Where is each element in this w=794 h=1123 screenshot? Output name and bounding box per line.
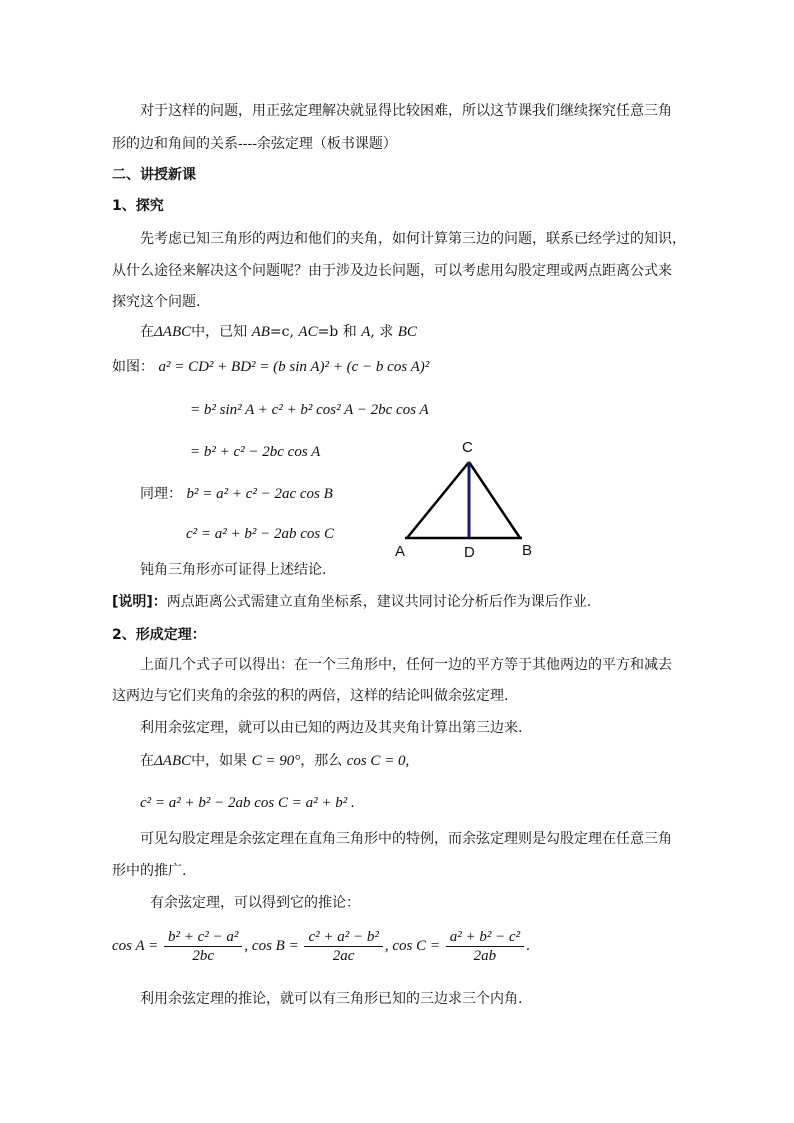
cos-c-denominator: 2ab [473,948,497,964]
cos-b-denominator: 2ac [332,948,355,964]
given-bc: BC [397,324,417,340]
given-ask: , 求 [370,324,394,340]
cos-a-denominator: 2bc [192,948,215,964]
derivation-eq-5: c² = a² + b² − 2ab cos C [186,526,335,542]
derivation-eq-2: = b² sin² A + c² + b² cos² A − 2bc cos A [190,402,429,418]
cos-b-lhs: , cos B = [244,937,299,954]
line4-mid: 中，如果 [191,753,248,769]
explanation-note [112,592,591,612]
derivation-eq-3: = b² + c² − 2bc cos A [190,444,321,460]
side-cb [469,462,520,538]
right-triangle-equation: c² = a² + b² − 2ab cos C = a² + b² . [140,795,355,811]
label-a: A [395,543,406,560]
line4-then: ，那么 [300,753,343,769]
derivation-eq-1: a² = CD² + BD² = (b sin A)² + (c − b cos A)² [158,359,430,375]
closing-line: 利用余弦定理的推论，就可以有三角形已知的三边求三个内角. [140,991,523,1007]
line4-triangle: ΔABC [154,753,192,769]
section-heading-new-lesson: 二、讲授新课 [112,167,196,183]
corollary-formulas [112,928,530,965]
derivation-label: 如图： [112,359,154,375]
subheading-theorem: 2、形成定理： [112,627,206,643]
special-case-line-1: 可见勾股定理是余弦定理在直角三角形中的特例，而余弦定理则是勾股定理在任意三角 [140,831,672,847]
explanation-text: 两点距离公式需建立直角坐标系，建议共同讨论分析后作为课后作业. [166,594,592,610]
given-eq-c: =c, [269,324,294,340]
cos-c-numerator: a² + b² − c² [446,928,524,947]
given-prefix: 在 [140,324,154,340]
cos-b-fraction [304,928,382,965]
line4-condition: C = 90° [251,753,301,769]
theorem-line-4 [140,751,409,771]
similar-label: 同理： [140,486,182,502]
formula-end-dot: . [526,937,530,954]
explore-line-1: 先考虑已知三角形的两边和他们的夹角，如何计算第三边的问题，联系已经学过的知识， [140,231,686,247]
given-angle: A [361,324,371,340]
line4-prefix: 在 [140,753,154,769]
given-ac: AC [298,324,318,340]
theorem-line-1: 上面几个式子可以得出：在一个三角形中，任何一边的平方等于其他两边的平方和减去 [140,657,672,673]
side-ac [407,462,469,538]
obtuse-note: 钝角三角形亦可证得上述结论. [140,562,327,578]
label-c: C [462,439,473,456]
derivation-eq-4: b² = a² + c² − 2ac cos B [186,486,333,502]
explore-line-3: 探究这个问题. [112,294,201,310]
label-d: D [464,544,475,561]
cos-a-fraction [164,928,242,965]
special-case-line-2: 形中的推广. [112,863,187,879]
theorem-line-3: 利用余弦定理，就可以由已知的两边及其夹角计算出第三边来. [140,720,523,736]
explore-line-2: 从什么途径来解决这个问题呢？由于涉及边长问题，可以考虑用勾股定理或两点距离公式来 [112,263,672,279]
given-mid: 中，已知 [191,324,248,340]
cos-c-fraction [446,928,524,965]
intro-line-1: 对于这样的问题，用正弦定理解决就显得比较困难，所以这节课我们继续探究任意三角 [140,103,672,119]
cos-a-lhs: cos A = [112,937,159,954]
given-eq-b: =b 和 [317,324,357,340]
triangle-figure [385,435,545,565]
subheading-explore: 1、探究 [112,198,164,214]
cos-a-numerator: b² + c² − a² [164,928,242,947]
derivation-line-4 [140,484,333,504]
corollary-intro: 有余弦定理，可以得到它的推论： [150,895,360,911]
theorem-line-2: 这两边与它们夹角的余弦的积的两倍，这样的结论叫做余弦定理. [112,688,509,704]
line4-result: cos C = 0, [346,753,410,769]
intro-line-2: 形的边和角间的关系----余弦定理（板书课题） [112,136,397,152]
explanation-tag: [说明]： [112,594,167,610]
cos-c-lhs: , cos C = [384,937,440,954]
given-ab: AB [251,324,270,340]
cos-b-numerator: c² + a² − b² [304,928,382,947]
label-b: B [522,542,533,559]
derivation-line-1 [112,357,429,377]
given-statement [140,322,417,342]
given-triangle: ΔABC [154,324,192,340]
